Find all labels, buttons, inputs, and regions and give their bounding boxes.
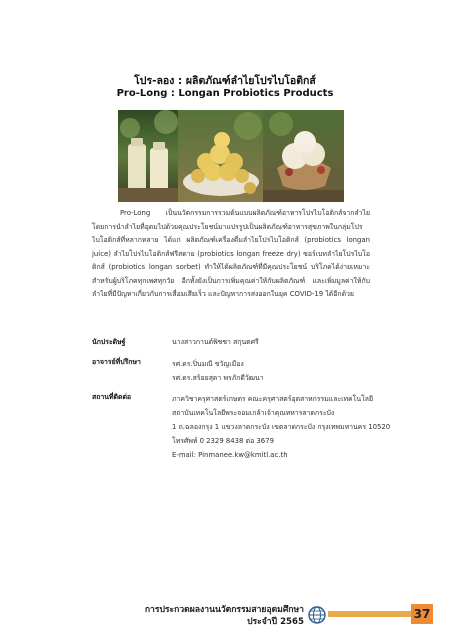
photo-longan-juice: [118, 110, 180, 202]
contact-department: ภาควิชาครุศาสตร์เกษตร คณะครุศาสตร์อุตสาหกรรมและเทคโนโลยี: [172, 395, 374, 403]
advisor-label: อาจารย์ที่ปรึกษา: [92, 358, 141, 366]
contact-label: สถานที่ติดต่อ: [92, 393, 132, 401]
advisor-values: [172, 357, 264, 385]
title-english: Pro-Long : Longan Probiotics Products: [116, 88, 334, 99]
contact-lines: [172, 392, 390, 462]
product-photo-strip: [118, 110, 344, 202]
inventor-value: นางสาวกานต์พิชชา สกุนตศรี: [172, 338, 259, 346]
advisor-name: รศ.ดร.ปิ่นมณี ขวัญเมือง: [172, 360, 244, 368]
title-thai: โปร-ลอง : ผลิตภัณฑ์ลำไยโปรไบโอติกส์: [134, 75, 316, 87]
footer-caption: [145, 604, 304, 628]
contact-email: E-mail: Pinmanee.kw@kmitl.ac.th: [172, 451, 288, 459]
contact-institute: สถาบันเทคโนโลยีพระจอมเกล้าเจ้าคุณทหารลาดกระบัง: [172, 409, 335, 417]
contact-address: 1 ถ.ฉลองกรุง 1 แขวงลาดกระบัง เขตลาดกระบัง กรุงเทพมหานคร 10520: [172, 423, 391, 431]
inventor-label: นักประดิษฐ์: [92, 338, 126, 346]
globe-logo-icon: [308, 606, 326, 624]
photo-longan-sorbet: [263, 110, 344, 202]
photo-longan-freeze-dry: [178, 110, 264, 202]
footer-accent-bar: [328, 611, 412, 617]
footer-line-1: การประกวดผลงานนวัตกรรมสายอุดมศึกษา: [144, 605, 304, 615]
footer-line-2: ประจำปี 2565: [247, 617, 304, 627]
contact-phone: โทรศัพท์ 0 2329 8438 ต่อ 3679: [172, 437, 274, 445]
page-number: 37: [411, 604, 433, 624]
description-paragraph: Pro-Long เป็นนวัตกรรมการรวมต้นแบบผลิตภัณฑ์อาหารโปรไบโอติกส์จากลำไย โดยการนำลำไยที่อุดมไปด้วยคุณประโยชน์มาแปรรูปเป็นผลิตภัณฑ์อาหารสุขภาพในกลุ่มโปรไบโอติกส์ที่หลากหลาย ได้แก่ ผลิตภัณฑ์เครื่องดื่มลำไยโปรไบโอติกส์ (probiotics longan juice) ลำไยโปรไบโอติกส์ฟรีสดาย (probiotics longan freeze dry) ซอร์เบทลำไยโปรไบโอติกส์ (probiotics longan sorbet) ทำให้ได้ผลิตภัณฑ์ที่มีคุณประโยชน์ บริโภคได้ง่ายเหมาะสำหรับผู้บริโภคทุกเพศทุกวัย อีกทั้งยังเป็นการเพิ่มคุณค่าให้กับผลิตภัณฑ์ และเพิ่มมูลค่าให้กับลำไยที่มีปัญหาเกี่ยวกับการเสื่อมเสียเร็ว และปัญหาการส่งออกในยุค COVID-19 ได้อีกด้วย: [92, 209, 370, 298]
advisor-name: รศ.ดร.สร้อยสุดา พรภักดีวัฒนา: [172, 374, 264, 382]
